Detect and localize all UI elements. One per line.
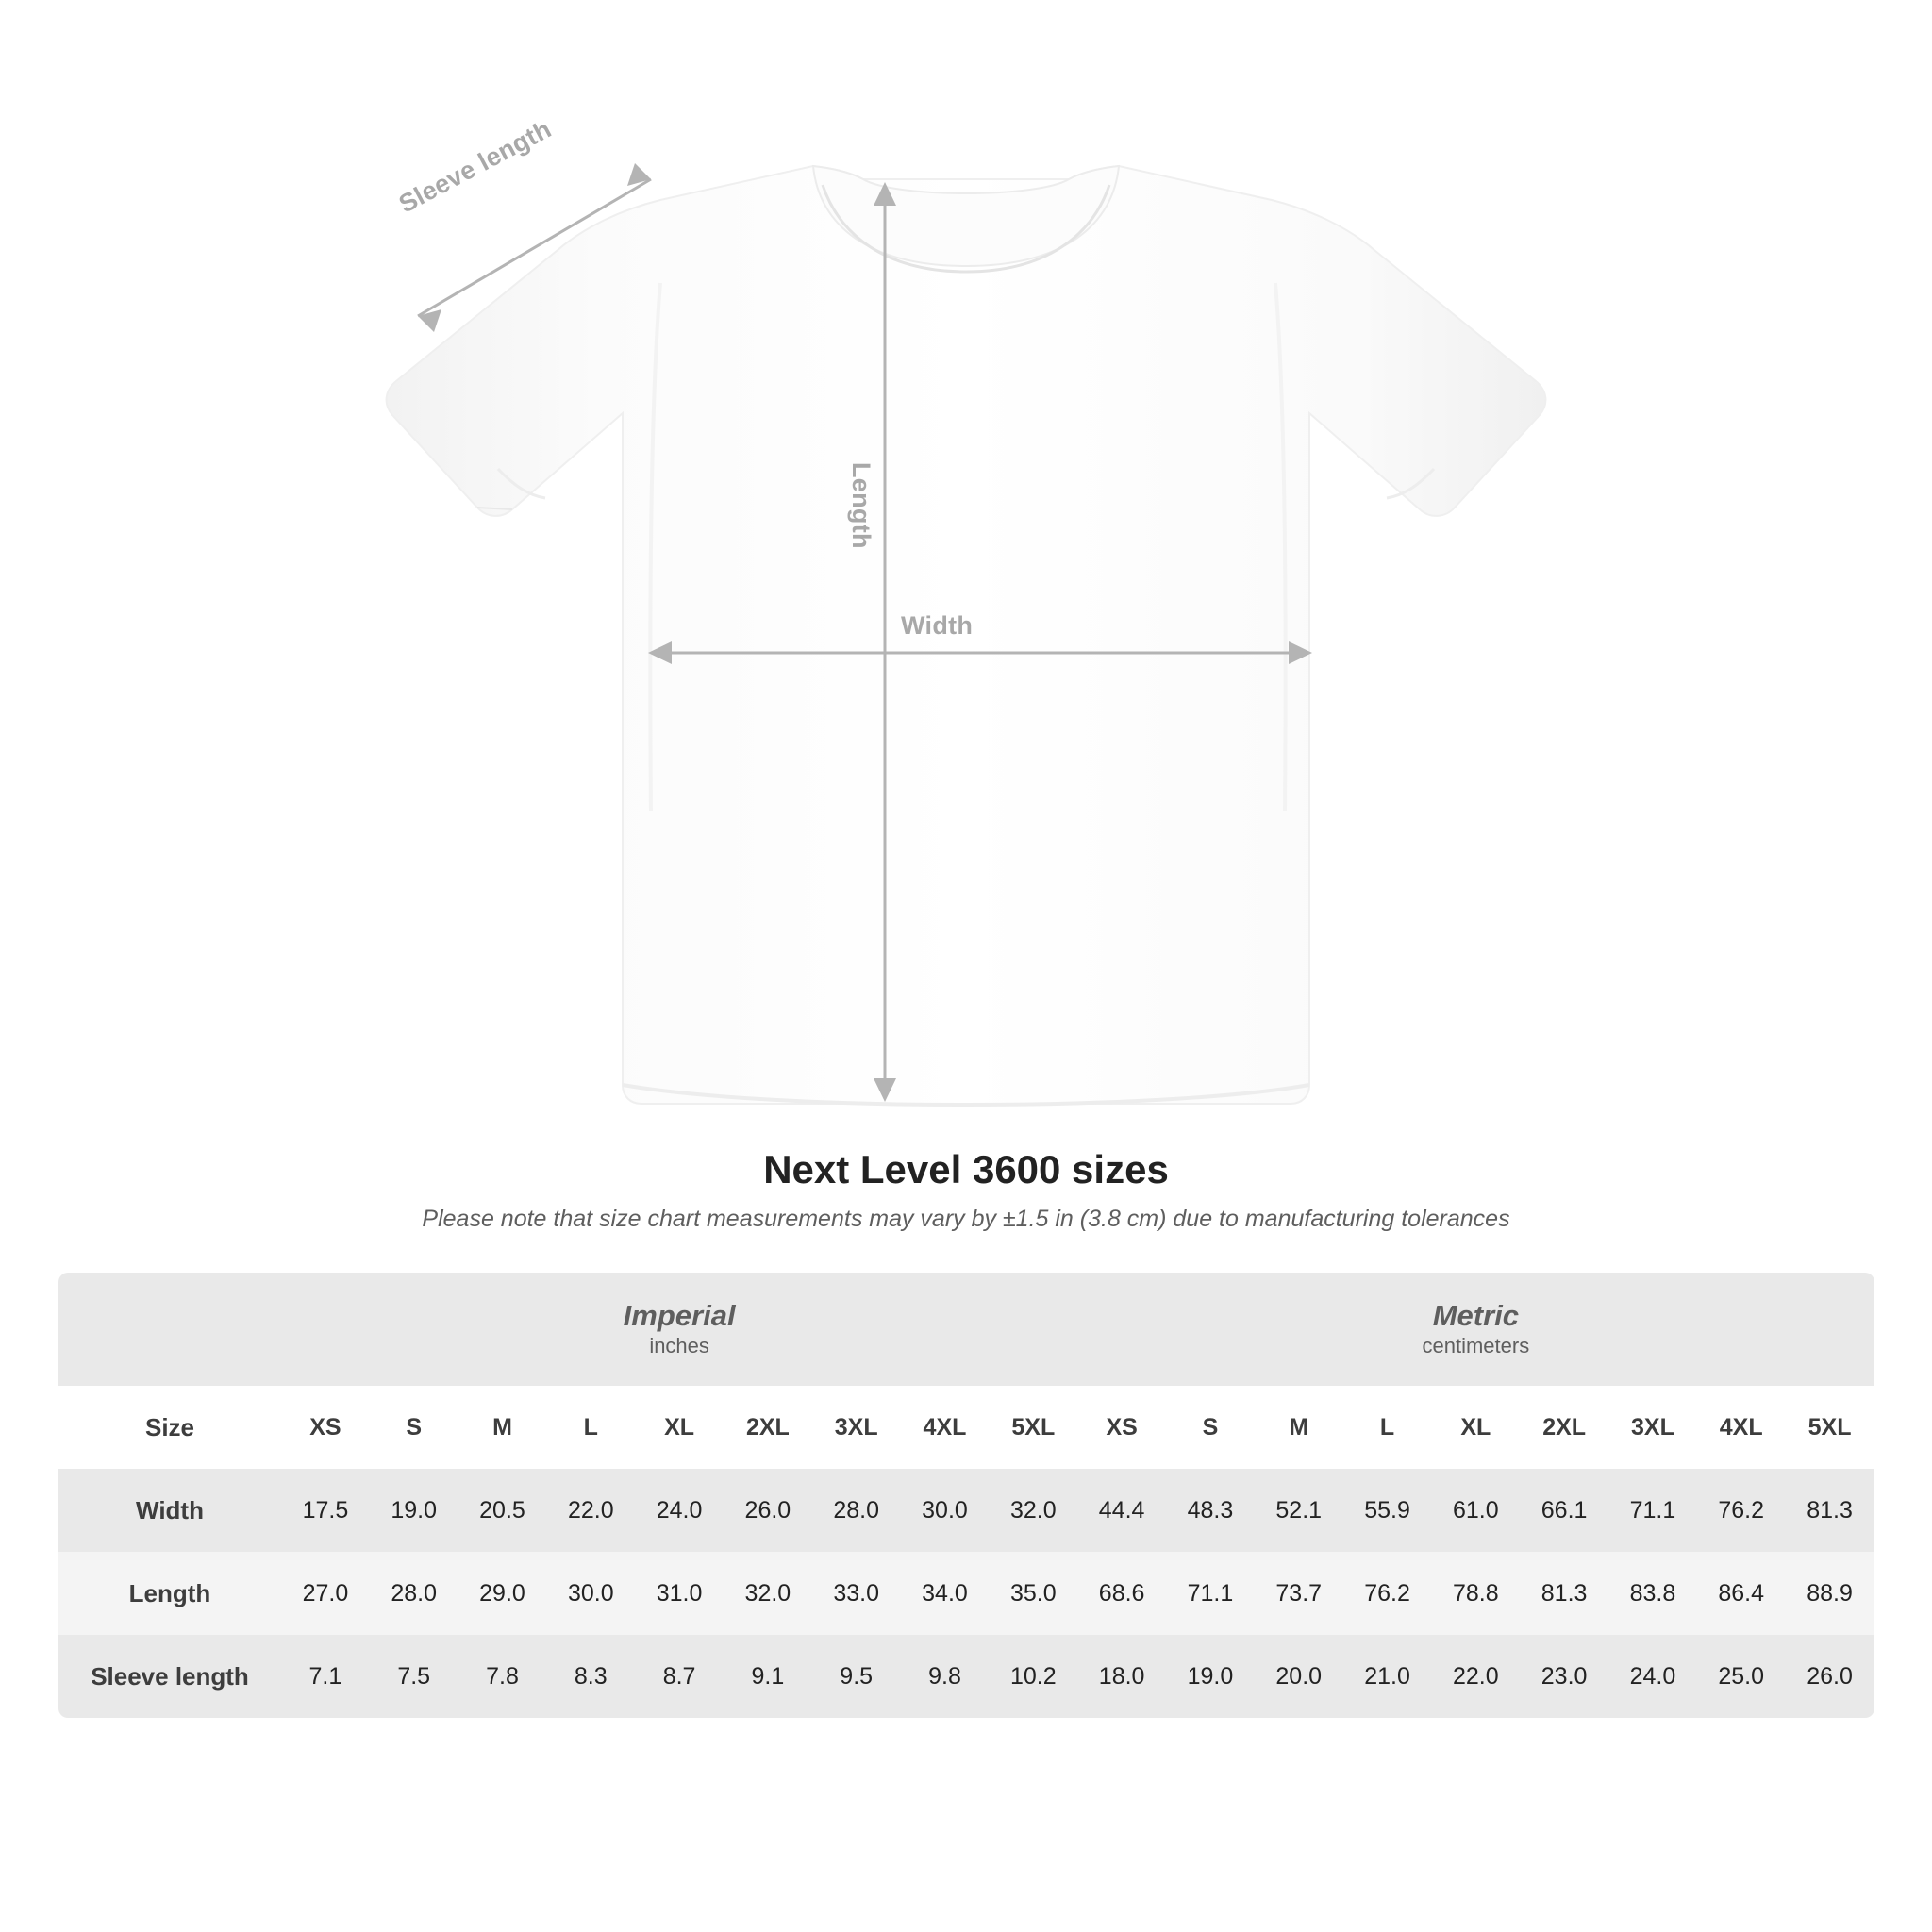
size-header-row — [58, 1386, 1874, 1469]
cell-sleeve-imperial-2xl: 9.1 — [724, 1635, 812, 1718]
cell-length-imperial-s: 28.0 — [370, 1552, 458, 1635]
cell-sleeve-imperial-4xl: 9.8 — [901, 1635, 990, 1718]
tolerance-note: Please note that size chart measurements may vary by ±1.5 in (3.8 cm) due to manufacturing tolerances — [422, 1206, 1510, 1232]
cell-sleeve-metric-xs: 18.0 — [1077, 1635, 1166, 1718]
row-label-length: Length — [58, 1552, 281, 1635]
cell-sleeve-metric-xl: 22.0 — [1431, 1635, 1520, 1718]
metric-unit-sub: centimeters — [1422, 1333, 1530, 1357]
header-imperial-xl: XL — [635, 1386, 724, 1469]
cell-width-imperial-m: 20.5 — [458, 1469, 547, 1552]
cell-width-imperial-3xl: 28.0 — [812, 1469, 901, 1552]
metric-unit-header — [1077, 1273, 1874, 1386]
cell-width-metric-xl: 61.0 — [1431, 1469, 1520, 1552]
cell-length-imperial-xs: 27.0 — [281, 1552, 370, 1635]
cell-length-metric-2xl: 81.3 — [1520, 1552, 1608, 1635]
size-label-cell: Size — [58, 1386, 281, 1469]
imperial-unit-sub: inches — [649, 1333, 709, 1357]
header-metric-3xl: 3XL — [1608, 1386, 1697, 1469]
cell-length-imperial-m: 29.0 — [458, 1552, 547, 1635]
cell-sleeve-metric-s: 19.0 — [1166, 1635, 1255, 1718]
cell-length-imperial-5xl: 35.0 — [989, 1552, 1077, 1635]
cell-length-metric-s: 71.1 — [1166, 1552, 1255, 1635]
header-metric-4xl: 4XL — [1697, 1386, 1786, 1469]
header-imperial-s: S — [370, 1386, 458, 1469]
cell-sleeve-metric-m: 20.0 — [1255, 1635, 1343, 1718]
unit-header-row — [58, 1273, 1874, 1386]
cell-width-imperial-4xl: 30.0 — [901, 1469, 990, 1552]
cell-width-metric-5xl: 81.3 — [1786, 1469, 1874, 1552]
cell-sleeve-imperial-l: 8.3 — [546, 1635, 635, 1718]
cell-sleeve-imperial-m: 7.8 — [458, 1635, 547, 1718]
cell-width-imperial-s: 19.0 — [370, 1469, 458, 1552]
cell-length-imperial-2xl: 32.0 — [724, 1552, 812, 1635]
cell-width-metric-m: 52.1 — [1255, 1469, 1343, 1552]
cell-length-metric-xs: 68.6 — [1077, 1552, 1166, 1635]
cell-length-metric-m: 73.7 — [1255, 1552, 1343, 1635]
title-block — [0, 1147, 1932, 1233]
cell-sleeve-imperial-3xl: 9.5 — [812, 1635, 901, 1718]
cell-sleeve-imperial-s: 7.5 — [370, 1635, 458, 1718]
cell-length-imperial-4xl: 34.0 — [901, 1552, 990, 1635]
header-metric-s: S — [1166, 1386, 1255, 1469]
cell-length-metric-5xl: 88.9 — [1786, 1552, 1874, 1635]
metric-unit-name: Metric — [1432, 1298, 1520, 1332]
cell-sleeve-metric-2xl: 23.0 — [1520, 1635, 1608, 1718]
cell-length-metric-l: 76.2 — [1343, 1552, 1432, 1635]
header-imperial-3xl: 3XL — [812, 1386, 901, 1469]
cell-width-metric-4xl: 76.2 — [1697, 1469, 1786, 1552]
cell-length-metric-xl: 78.8 — [1431, 1552, 1520, 1635]
sleeve-length-annotation: Sleeve length — [394, 114, 557, 219]
header-imperial-xs: XS — [281, 1386, 370, 1469]
table-row — [58, 1469, 1874, 1552]
length-annotation: Length — [847, 462, 875, 549]
cell-sleeve-metric-4xl: 25.0 — [1697, 1635, 1786, 1718]
cell-sleeve-metric-l: 21.0 — [1343, 1635, 1432, 1718]
cell-width-metric-2xl: 66.1 — [1520, 1469, 1608, 1552]
table-corner-cell — [58, 1273, 281, 1386]
header-metric-l: L — [1343, 1386, 1432, 1469]
table-row — [58, 1552, 1874, 1635]
header-imperial-l: L — [546, 1386, 635, 1469]
cell-width-metric-s: 48.3 — [1166, 1469, 1255, 1552]
cell-sleeve-imperial-xs: 7.1 — [281, 1635, 370, 1718]
header-imperial-5xl: 5XL — [989, 1386, 1077, 1469]
header-imperial-2xl: 2XL — [724, 1386, 812, 1469]
cell-length-imperial-l: 30.0 — [546, 1552, 635, 1635]
cell-width-imperial-5xl: 32.0 — [989, 1469, 1077, 1552]
cell-sleeve-metric-5xl: 26.0 — [1786, 1635, 1874, 1718]
row-label-width: Width — [58, 1469, 281, 1552]
cell-width-imperial-2xl: 26.0 — [724, 1469, 812, 1552]
header-metric-m: M — [1255, 1386, 1343, 1469]
header-imperial-4xl: 4XL — [901, 1386, 990, 1469]
cell-length-metric-4xl: 86.4 — [1697, 1552, 1786, 1635]
page-title: Next Level 3600 sizes — [763, 1147, 1169, 1191]
size-table-wrapper — [58, 1273, 1874, 1718]
width-annotation: Width — [901, 611, 974, 640]
cell-sleeve-metric-3xl: 24.0 — [1608, 1635, 1697, 1718]
table-row — [58, 1635, 1874, 1718]
header-metric-xl: XL — [1431, 1386, 1520, 1469]
cell-width-metric-3xl: 71.1 — [1608, 1469, 1697, 1552]
header-metric-2xl: 2XL — [1520, 1386, 1608, 1469]
header-metric-xs: XS — [1077, 1386, 1166, 1469]
cell-sleeve-imperial-5xl: 10.2 — [989, 1635, 1077, 1718]
header-imperial-m: M — [458, 1386, 547, 1469]
cell-width-imperial-xs: 17.5 — [281, 1469, 370, 1552]
cell-width-metric-l: 55.9 — [1343, 1469, 1432, 1552]
imperial-unit-name: Imperial — [623, 1298, 736, 1332]
cell-length-imperial-3xl: 33.0 — [812, 1552, 901, 1635]
cell-length-imperial-xl: 31.0 — [635, 1552, 724, 1635]
cell-width-metric-xs: 44.4 — [1077, 1469, 1166, 1552]
cell-length-metric-3xl: 83.8 — [1608, 1552, 1697, 1635]
cell-width-imperial-l: 22.0 — [546, 1469, 635, 1552]
imperial-unit-header — [281, 1273, 1077, 1386]
cell-sleeve-imperial-xl: 8.7 — [635, 1635, 724, 1718]
size-table — [58, 1273, 1874, 1718]
header-metric-5xl: 5XL — [1786, 1386, 1874, 1469]
row-label-sleeve-length: Sleeve length — [58, 1635, 281, 1718]
cell-width-imperial-xl: 24.0 — [635, 1469, 724, 1552]
